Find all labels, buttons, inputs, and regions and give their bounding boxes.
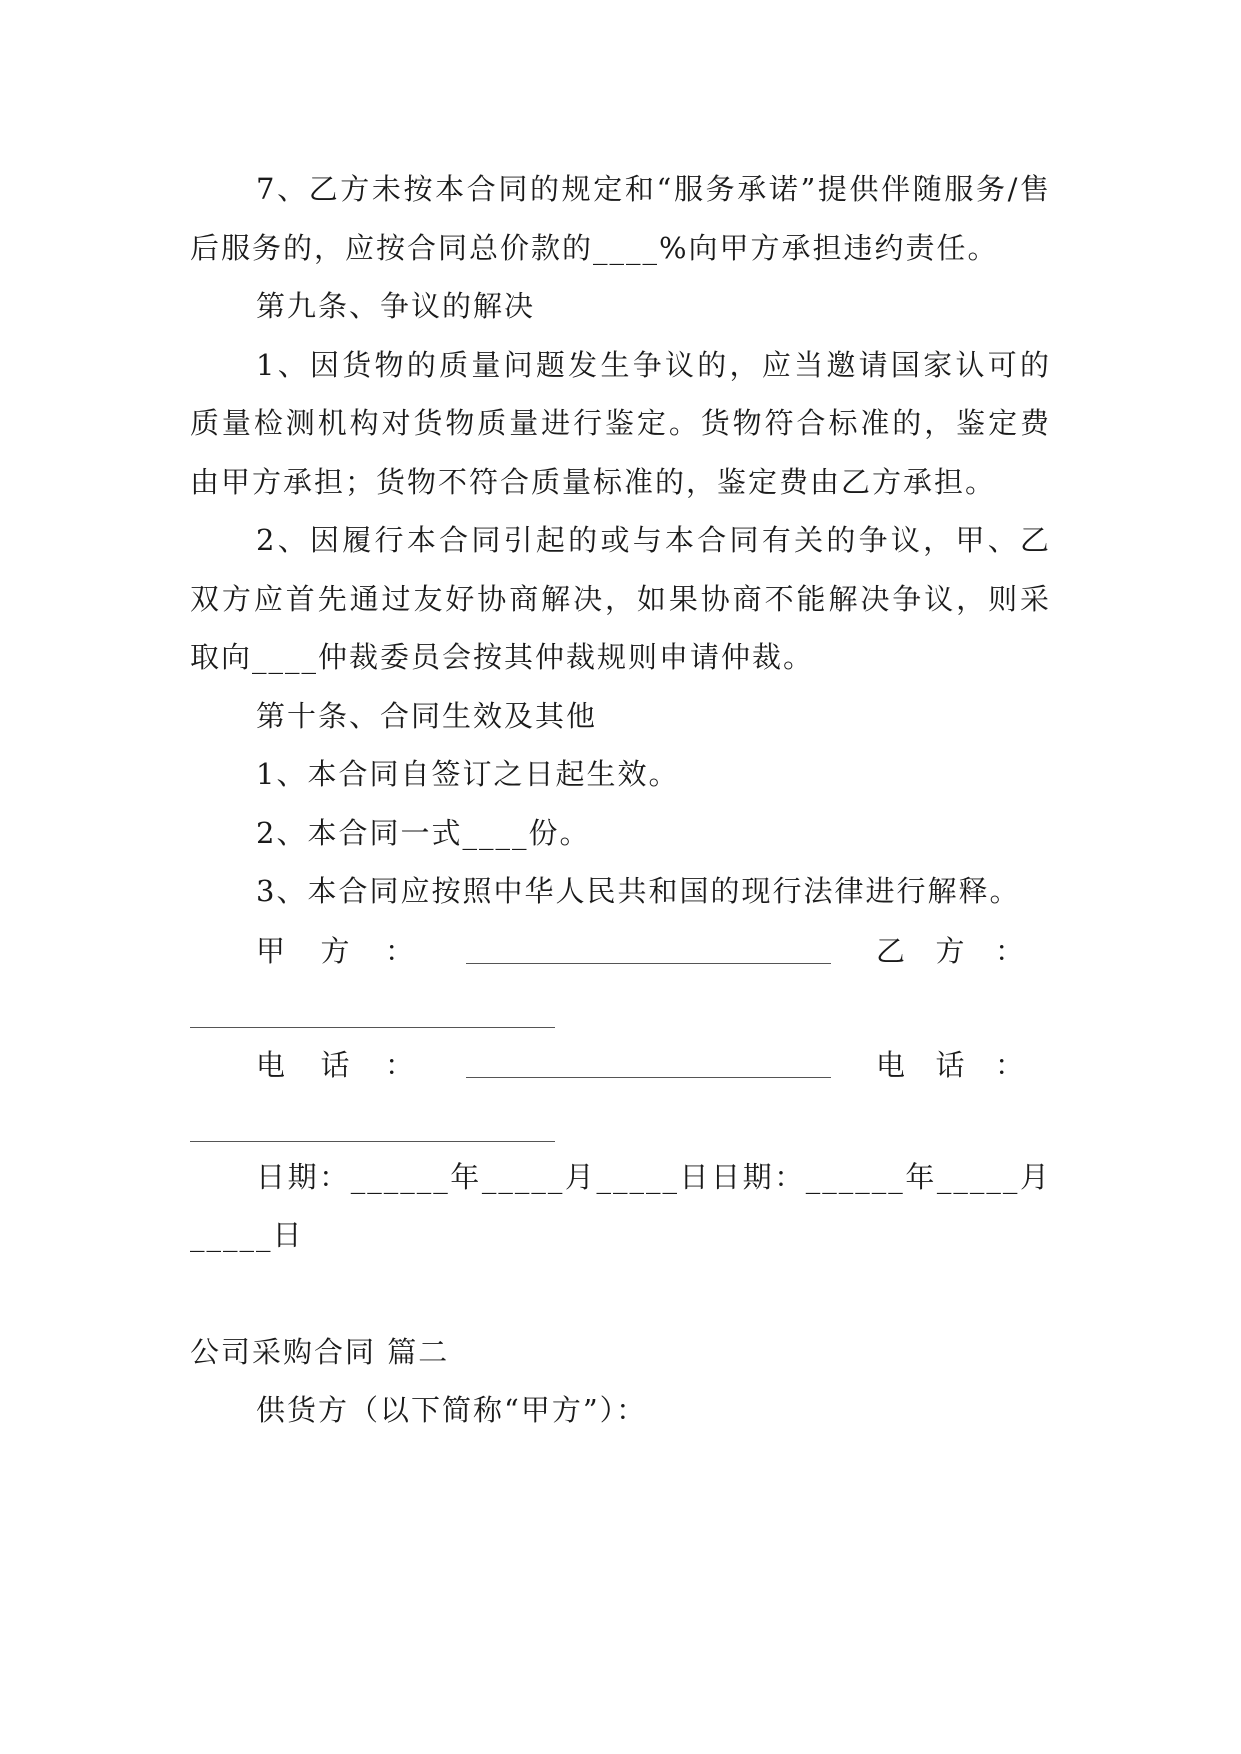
clause-10-2-paragraph: 2、本合同一式____份。 xyxy=(256,815,591,850)
supplier-line: 供货方（以下简称“甲方”）： xyxy=(256,1393,648,1427)
party-b-label: 乙 方 ： xyxy=(876,934,1026,969)
phone-a-label: 电 话 ： xyxy=(256,1047,416,1082)
phone-a-blank-line xyxy=(466,1049,831,1078)
section-2-title: 公司采购合同 篇二 xyxy=(190,1334,450,1369)
clause-7-paragraph: 7、乙方未按本合同的规定和“服务承诺”提供伴随服务/售后服务的，应按合同总价款的____%向甲方承担违约责任。 xyxy=(190,172,1051,265)
clause-9-2-paragraph: 2、因履行本合同引起的或与本合同有关的争议，甲、乙双方应首先通过友好协商解决，如果协商不能解决争议，则采取向____仲裁委员会按其仲裁规则申请仲裁。 xyxy=(190,523,1051,674)
phone-signature-row xyxy=(190,1034,1051,1093)
article-9-heading: 第九条、争议的解决 xyxy=(256,289,536,323)
party-signature-row xyxy=(190,921,1051,980)
phone-b-blank-line xyxy=(190,1093,555,1142)
article-10-heading: 第十条、合同生效及其他 xyxy=(256,698,598,733)
document-body xyxy=(190,160,1051,1440)
party-a-blank-line xyxy=(466,935,831,964)
section-spacer xyxy=(190,1265,1051,1323)
phone-b-label: 电 话 ： xyxy=(876,1047,1026,1082)
clause-9-1-paragraph: 1、因货物的质量问题发生争议的，应当邀请国家认可的质量检测机构对货物质量进行鉴定。货物符合标准的，鉴定费由甲方承担；货物不符合质量标准的，鉴定费由乙方承担。 xyxy=(190,347,1051,499)
date-line: 日期：______年_____月_____日日期：______年_____月_____日 xyxy=(190,1159,1051,1252)
party-a-label: 甲 方 ： xyxy=(256,934,416,969)
clause-10-3-paragraph: 3、本合同应按照中华人民共和国的现行法律进行解释。 xyxy=(256,874,1021,908)
clause-10-1-paragraph: 1、本合同自签订之日起生效。 xyxy=(256,757,680,791)
party-b-blank-line xyxy=(190,979,555,1028)
